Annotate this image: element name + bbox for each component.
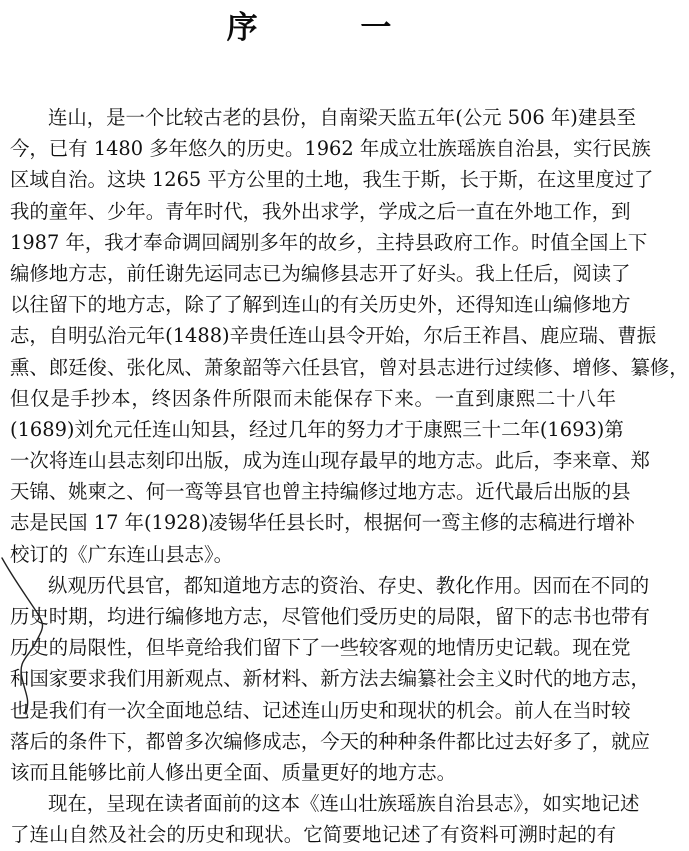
text-line: 落后的条件下，都曾多次编修成志，今天的种种条件都比过去好多了，就应	[10, 729, 650, 753]
text-line: 和国家要求我们用新观点、新材料、新方法去编纂社会主义时代的地方志，	[10, 667, 650, 691]
text-line: 天锦、姚柬之、何一鸾等县官也曾主持编修过地方志。近代最后出版的县	[10, 480, 631, 504]
text-line: 但仅是手抄本，终因条件所限而未能保存下来。一直到康熙二十八年	[10, 386, 616, 410]
text-line: 了连山自然及社会的历史和现状。它简要地记述了有资料可溯时起的有	[10, 823, 616, 847]
text-line: 历史时期，均进行编修地方志，尽管他们受历史的局限，留下的志书也带有	[10, 605, 650, 628]
text-line: 校订的《广东连山县志》。	[10, 542, 233, 566]
text-line: 以往留下的地方志，除了了解到连山的有关历史外，还得知连山编修地方	[10, 293, 631, 317]
text-line: 一次将连山县志刻印出版，成为连山现存最早的地方志。此后，李来章、郑	[10, 449, 650, 473]
body-text	[10, 102, 689, 851]
text-line: 志是民国 17 年(1928)凌锡华任县长时，根据何一鸾主修的志稿进行增补	[10, 511, 636, 535]
text-line: 熏、郎廷俊、张化凤、萧象韶等六任县官，曾对县志进行过续修、增修、纂修，	[10, 355, 689, 379]
text-line: 现在，呈现在读者面前的这本《连山壮族瑶族自治县志》，如实地记述	[48, 792, 640, 816]
text-line: 志，自明弘治元年(1488)辛贵任连山县令开始，尔后王祚昌、鹿应瑞、曹振	[10, 324, 657, 348]
text-line: 历史的局限性，但毕竟给我们留下了一些较客观的地情历史记载。现在党	[10, 636, 631, 660]
text-line: 我的童年、少年。青年时代，我外出求学，学成之后一直在外地工作，到	[10, 199, 631, 223]
text-line: 编修地方志，前任谢先运同志已为编修县志开了好头。我上任后，阅读了	[10, 261, 631, 285]
text-line: 也是我们有一次全面地总结、记述连山历史和现状的机会。前人在当时较	[10, 698, 631, 722]
page-title: 序 一	[226, 10, 438, 46]
text-line: 区域自治。这块 1265 平方公里的土地，我生于斯，长于斯，在这里度过了	[10, 168, 654, 192]
text-line: 纵观历代县官，都知道地方志的资治、存史、教化作用。因而在不同的	[48, 573, 650, 597]
text-line: 连山，是一个比较古老的县份，自南梁天监五年(公元 506 年)建县至	[48, 106, 637, 129]
text-line: 今，已有 1480 多年悠久的历史。1962 年成立壮族瑶族自治县，实行民族	[10, 137, 651, 161]
text-line: 1987 年，我才奉命调回阔别多年的故乡，主持县政府工作。时值全国上下	[10, 230, 648, 254]
text-line: (1689)刘允元任连山知县，经过几年的努力才于康熙三十二年(1693)第	[10, 417, 624, 441]
text-line: 该而且能够比前人修出更全面、质量更好的地方志。	[10, 760, 456, 784]
